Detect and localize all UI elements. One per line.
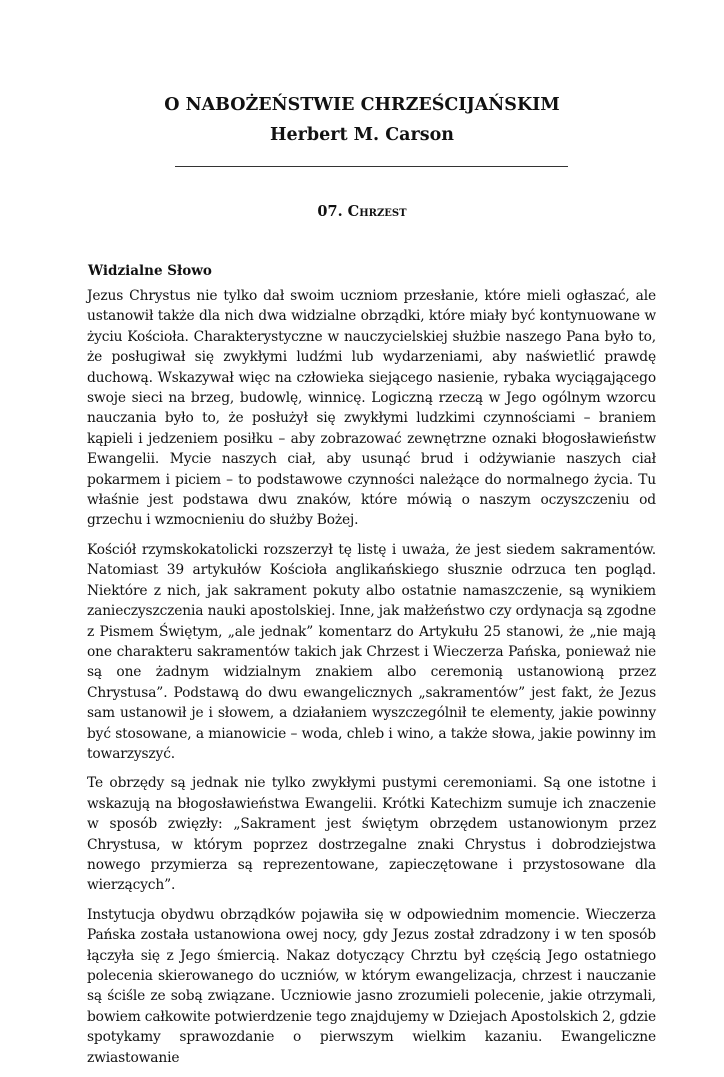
chapter-heading: 07. Chrzest xyxy=(317,203,407,220)
title-divider xyxy=(175,166,568,167)
paragraph: Kościół rzymskokatolicki rozszerzył tę listę i uważa, że jest siedem sakramentów. Natomiast 39 artykułów Kościoła anglikańskiego słusznie odrzuca ten pogląd. Niektóre z nich, jak sakrament pokuty albo ostatnie namaszczenie, są wynikiem zanieczyszczenia nauki apostolskiej. Inne, jak małżeństwo czy ordynacja są zgodne z Pismem Świętym, „ale jednak” komentarz do Artykułu 25 stanowi, że „nie mają one charakteru sakramentów takich jak Chrzest i Wieczerza Pańska, ponieważ nie są one żadnym widzialnym znakiem albo ceremonią ustanowioną przez Chrystusa”. Podstawą do dwu ewangelicznych „sakramentów” jest fakt, że Jezus sam ustanowił je i słowem, a działaniem wyszczególnił te elementy, jakie powinny być stosowane, a mianowicie – woda, chleb i wino, a także słowa, jakie powinny im towarzyszyć. xyxy=(87,541,656,762)
paragraph: Jezus Chrystus nie tylko dał swoim uczniom przesłanie, które mieli ogłaszać, ale ustanowił także dla nich dwa widzialne obrządki, które miały być kontynuowane w życiu Kościoła. Charakterystyczne w nauczycielskiej służbie naszego Pana było to, że posługiwał się zwykłymi ludźmi lub wydarzeniami, aby naświetlić prawdę duchową. Wskazywał więc na człowieka siejącego nasienie, rybaka wyciągającego swoje sieci na brzeg, budowlę, winnicę. Logiczną rzeczą w Jego ogólnym wzorcu nauczania było to, że posłużył się zwykłymi ludzkimi czynnościami – braniem kąpieli i jedzeniem posiłku – aby zobrazować zewnętrzne oznaki błogosławieństw Ewangelii. Mycie naszych ciał, aby usunąć brud i odżywianie naszych ciał pokarmem i piciem – to podstawowe czynności należące do normalnego życia. Tu właśnie jest podstawa dwu znaków, które mówią o naszym oczyszczeniu od grzechu i wzmocnieniu do służby Bożej. xyxy=(87,288,656,529)
document-author: Herbert M. Carson xyxy=(270,125,454,145)
section-heading: Widzialne Słowo xyxy=(88,263,212,279)
document-title: O NABOŻEŃSTWIE CHRZEŚCIJAŃSKIM xyxy=(164,95,560,115)
paragraph: Te obrzędy są jednak nie tylko zwykłymi pustymi ceremoniami. Są one istotne i wskazują na błogosławieństwa Ewangelii. Krótki Katechizm sumuje ich znaczenie w sposób zwięzły: „Sakrament jest świętym obrzędem ustanowionym przez Chrystusa, w którym poprzez dostrzegalne znaki Chrystus i dobrodziejstwa nowego przymierza są reprezentowane, zapieczętowane i przystosowane dla wierzących”. xyxy=(87,775,656,894)
paragraph: Instytucja obydwu obrządków pojawiła się w odpowiednim momencie. Wieczerza Pańska została ustanowiona owej nocy, gdy Jezus został zdradzony i w ten sposób łączyła się z Jego śmiercią. Nakaz dotyczący Chrztu był częścią Jego ostatniego polecenia skierowanego do uczniów, w którym ewangelizacja, chrzest i nauczanie są ściśle ze sobą związane. Uczniowie jasno zrozumieli polecenie, jakie otrzymali, bowiem całkowite potwierdzenie tego znajdujemy w Dziejach Apostolskich 2, gdzie spotykamy sprawozdanie o pierwszym wielkim kazaniu. Ewangeliczne zwiastowanie xyxy=(87,906,656,1066)
body-text xyxy=(87,286,656,1077)
